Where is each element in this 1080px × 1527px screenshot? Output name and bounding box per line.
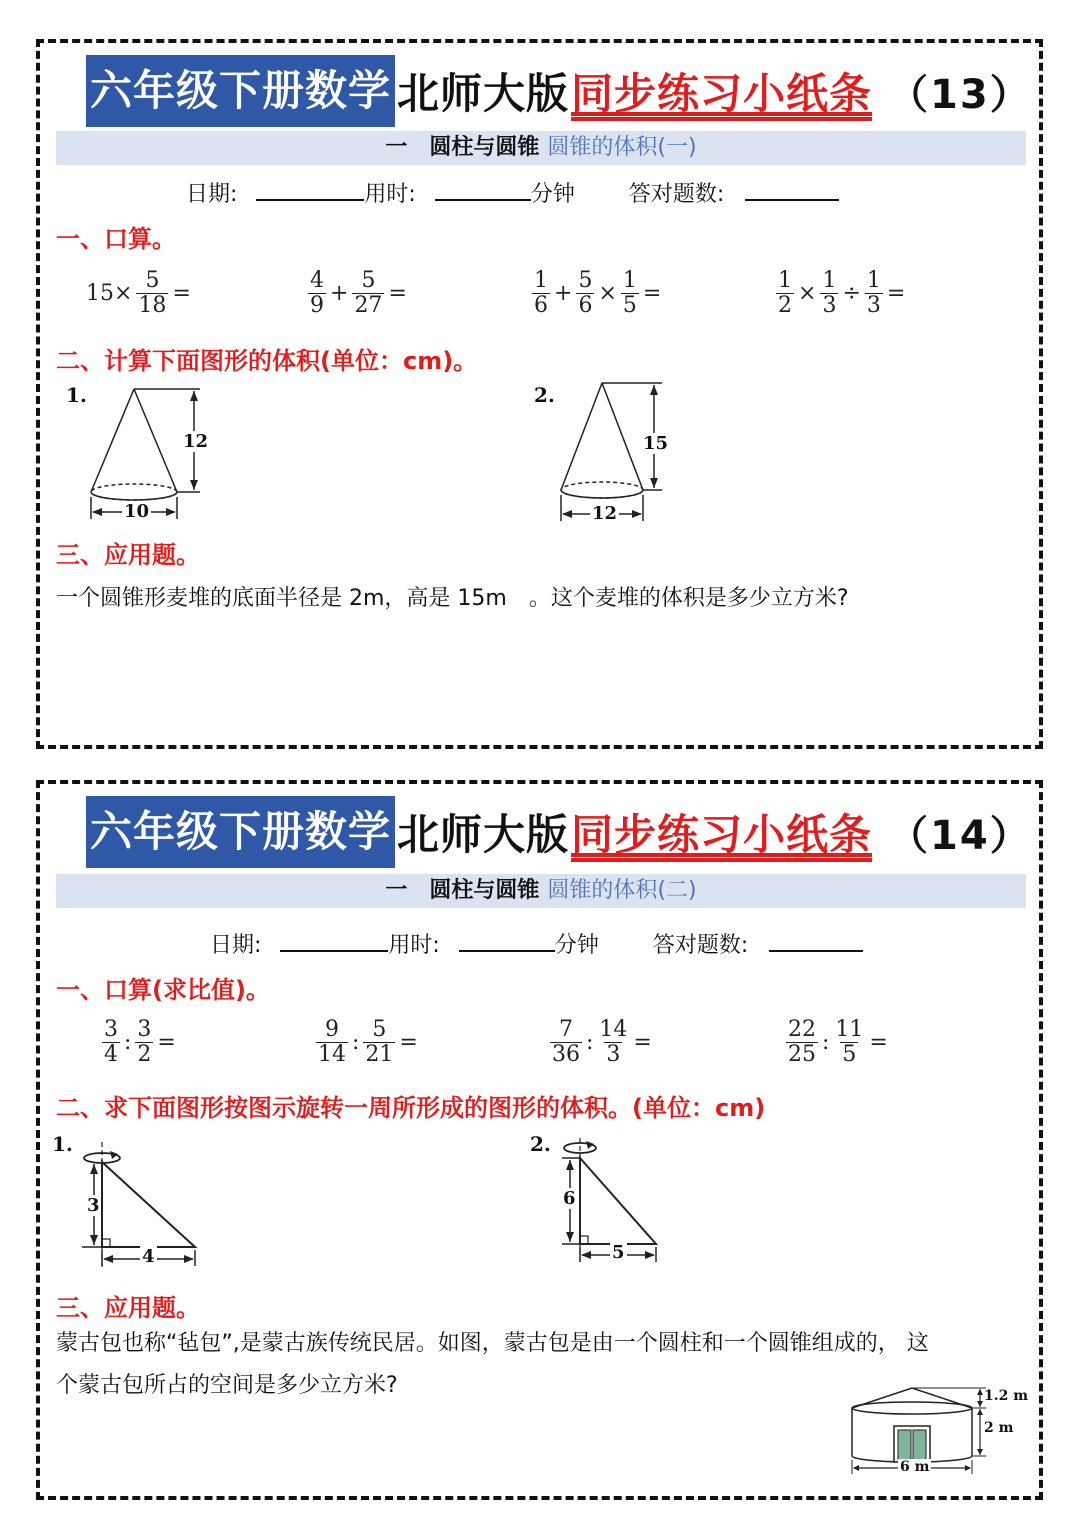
fraction: $\frac{1}{3}$ bbox=[866, 268, 881, 318]
correct-blank[interactable] bbox=[769, 934, 863, 952]
correct-blank[interactable] bbox=[745, 183, 839, 201]
fraction: $\frac{22}{25}$ bbox=[788, 1017, 816, 1067]
fraction: $\frac{7}{36}$ bbox=[552, 1017, 580, 1067]
section-oral-title: 一、口算(求比值)。 bbox=[56, 976, 270, 1004]
figure-number: 1. bbox=[66, 383, 87, 407]
ratio-item-1: $\frac{3}{4}$ : $\frac{3}{2}$ = bbox=[104, 1017, 176, 1067]
section-application-title: 三、应用题。 bbox=[56, 541, 200, 569]
triangle-height-label: 6 bbox=[563, 1188, 576, 1209]
cone-figure-1 bbox=[64, 379, 214, 529]
title-number: （13） bbox=[888, 71, 1032, 118]
lesson-title: 圆锥的体积(一) bbox=[547, 135, 697, 160]
cone-base-label: 10 bbox=[124, 501, 150, 522]
sheet-title bbox=[86, 796, 1032, 868]
date-label: 日期: bbox=[210, 933, 262, 958]
yurt-diameter-label: 6 m bbox=[900, 1459, 930, 1475]
cone-height-label: 12 bbox=[183, 431, 209, 452]
date-blank[interactable] bbox=[280, 934, 388, 952]
cone-figure-2 bbox=[532, 379, 682, 529]
ratio-item-4: $\frac{22}{25}$ : $\frac{11}{5}$ = bbox=[788, 1017, 888, 1067]
fraction: $\frac{1}{2}$ bbox=[778, 268, 792, 318]
fraction: $\frac{9}{14}$ bbox=[318, 1017, 346, 1067]
sheet-title bbox=[86, 55, 1032, 127]
minutes-label: 分钟 bbox=[530, 182, 575, 207]
triangle-base-label: 5 bbox=[612, 1242, 625, 1263]
title-number: （14） bbox=[888, 812, 1032, 859]
fraction: $\frac{3}{4}$ bbox=[104, 1017, 118, 1067]
fraction: $\frac{3}{2}$ bbox=[137, 1017, 152, 1067]
ratio-item-3: $\frac{7}{36}$ : $\frac{14}{3}$ = bbox=[552, 1017, 652, 1067]
triangle-height-label: 3 bbox=[87, 1195, 100, 1216]
date-label: 日期: bbox=[186, 182, 238, 207]
meta-row bbox=[186, 177, 839, 208]
application-problem-line-2: 个蒙古包所占的空间是多少立方米? bbox=[56, 1373, 398, 1398]
fraction: $\frac{1}{6}$ bbox=[534, 268, 548, 318]
worksheet-13 bbox=[36, 39, 1043, 749]
figure-number: 2. bbox=[534, 383, 555, 407]
triangle-figure-1 bbox=[52, 1132, 222, 1272]
yurt-cylinder-height-label: 2 m bbox=[984, 1420, 1014, 1436]
unit-title: 一 圆柱与圆锥 bbox=[385, 878, 540, 903]
fraction: $\frac{1}{3}$ bbox=[822, 268, 837, 318]
oral-item-3: $\frac{1}{6}$ + $\frac{5}{6}$ × $\frac{1}{5}$ = bbox=[534, 268, 662, 318]
fraction: $\frac{1}{5}$ bbox=[622, 268, 637, 318]
oral-item-1: 15× $\frac{5}{18}$ = bbox=[86, 268, 191, 318]
figure-number: 1. bbox=[52, 1132, 73, 1156]
application-problem: 一个圆锥形麦堆的底面半径是 2m，高是 15m 。这个麦堆的体积是多少立方米? bbox=[56, 586, 849, 611]
application-problem-line-1: 蒙古包也称“毡包”,是蒙古族传统民居。如图，蒙古包是由一个圆柱和一个圆锥组成的， 这 bbox=[56, 1331, 929, 1356]
triangle-figure-2 bbox=[530, 1132, 680, 1272]
correct-label: 答对题数: bbox=[652, 933, 749, 958]
section-application-title: 三、应用题。 bbox=[56, 1294, 200, 1322]
time-blank[interactable] bbox=[435, 183, 531, 201]
fraction: $\frac{5}{18}$ bbox=[138, 268, 167, 318]
oral-item-4: $\frac{1}{2}$ × $\frac{1}{3}$ ÷ $\frac{1}{3}$ = bbox=[778, 268, 906, 318]
title-grade: 六年级下册数学 bbox=[86, 796, 395, 868]
fraction: $\frac{14}{3}$ bbox=[599, 1017, 628, 1067]
figure-number: 2. bbox=[530, 1132, 551, 1156]
section-rotation-title: 二、求下面图形按图示旋转一周所形成的图形的体积。(单位：cm) bbox=[56, 1094, 766, 1122]
title-edition: 北师大版 bbox=[397, 69, 570, 118]
fraction: $\frac{4}{9}$ bbox=[310, 268, 324, 318]
time-label: 用时: bbox=[364, 182, 416, 207]
cone-height-label: 15 bbox=[643, 433, 669, 454]
section-oral-title: 一、口算。 bbox=[56, 225, 176, 253]
title-grade: 六年级下册数学 bbox=[86, 55, 395, 127]
date-blank[interactable] bbox=[256, 183, 364, 201]
meta-row bbox=[210, 928, 863, 959]
title-series: 同步练习小纸条 bbox=[571, 69, 873, 118]
minutes-label: 分钟 bbox=[554, 933, 599, 958]
unit-title: 一 圆柱与圆锥 bbox=[385, 135, 540, 160]
worksheet-14 bbox=[36, 780, 1043, 1500]
fraction: $\frac{5}{21}$ bbox=[365, 1017, 394, 1067]
section-volume-title: 二、计算下面图形的体积(单位：cm)。 bbox=[56, 347, 478, 375]
cone-base-label: 12 bbox=[592, 503, 618, 524]
rotation-triangle-diagram bbox=[52, 1132, 222, 1272]
oral-item-2: $\frac{4}{9}$ + $\frac{5}{27}$ = bbox=[310, 268, 407, 318]
title-series: 同步练习小纸条 bbox=[571, 810, 873, 859]
lesson-title: 圆锥的体积(二) bbox=[547, 878, 697, 903]
unit-band bbox=[56, 874, 1026, 908]
ratio-item-2: $\frac{9}{14}$ : $\frac{5}{21}$ = bbox=[318, 1017, 418, 1067]
rotation-triangle-diagram bbox=[530, 1132, 680, 1272]
yurt-figure bbox=[846, 1380, 1036, 1476]
fraction: $\frac{5}{6}$ bbox=[578, 268, 593, 318]
time-label: 用时: bbox=[388, 933, 440, 958]
fraction: $\frac{11}{5}$ bbox=[835, 1017, 864, 1067]
correct-label: 答对题数: bbox=[628, 182, 725, 207]
title-edition: 北师大版 bbox=[397, 810, 570, 859]
fraction: $\frac{5}{27}$ bbox=[354, 268, 383, 318]
time-blank[interactable] bbox=[459, 934, 555, 952]
yurt-cone-height-label: 1.2 m bbox=[984, 1388, 1029, 1404]
unit-band bbox=[56, 131, 1026, 165]
triangle-base-label: 4 bbox=[142, 1246, 155, 1267]
